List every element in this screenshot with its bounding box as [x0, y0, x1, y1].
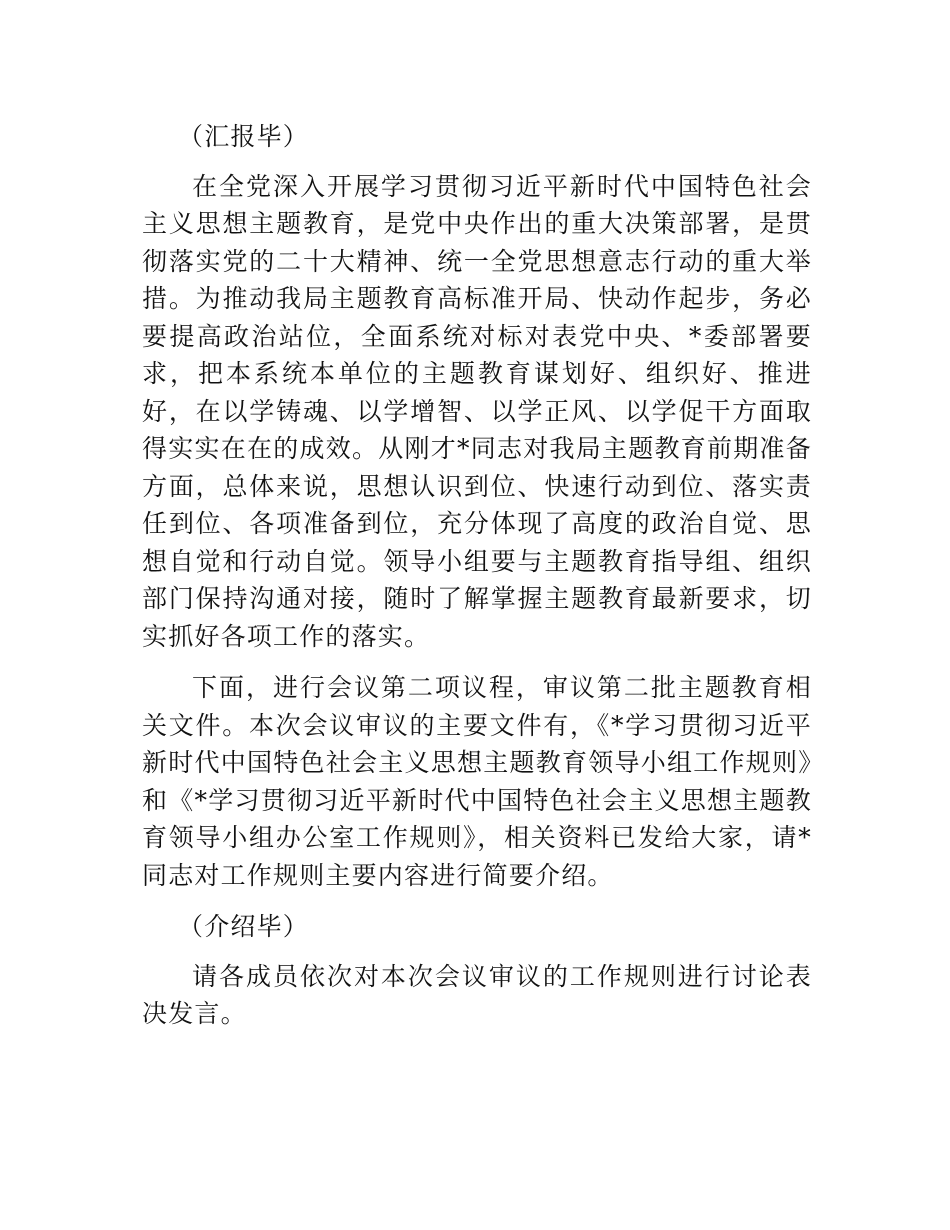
document-body: [142, 118, 812, 1045]
paragraph-second-agenda: 下面，进行会议第二项议程，审议第二批主题教育相关文件。本次会议审议的主要文件有，《*学习贯彻习近平新时代中国特色社会主义思想主题教育领导小组工作规则》和《*学习贯彻习近平新时代中国特色社会主义思想主题教育领导小组办公室工作规则》，相关资料已发给大家，请*同志对工作规则主要内容进行简要介绍。: [142, 673, 812, 890]
stage-note-introduction-finished: （介绍毕）: [178, 912, 310, 941]
paragraph-theme-education: 在全党深入开展学习贯彻习近平新时代中国特色社会主义思想主题教育，是党中央作出的重大决策部署，是贯彻落实党的二十大精神、统一全党思想意志行动的重大举措。为推动我局主题教育高标准开局、快动作起步，务必要提高政治站位，全面系统对标对表党中央、*委部署要求，把本系统本单位的主题教育谋划好、组织好、推进好，在以学铸魂、以学增智、以学正风、以学促干方面取得实实在在的成效。从刚才*同志对我局主题教育前期准备方面，总体来说，思想认识到位、快速行动到位、落实责任到位、各项准备到位，充分体现了高度的政治自觉、思想自觉和行动自觉。领导小组要与主题教育指导组、组织部门保持沟通对接，随时了解掌握主题教育最新要求，切实抓好各项工作的落实。: [142, 171, 812, 651]
paragraph-discussion-vote: 请各成员依次对本次会议审议的工作规则进行讨论表决发言。: [142, 961, 812, 1028]
stage-note-report-finished: （汇报毕）: [178, 122, 310, 151]
